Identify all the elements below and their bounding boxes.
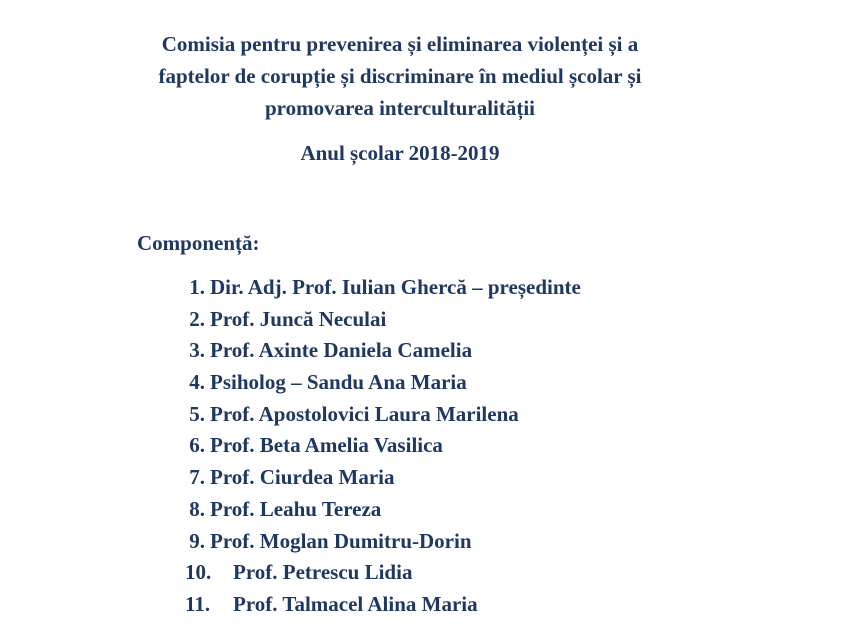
list-item-text: Prof. Beta Amelia Vasilica xyxy=(210,433,443,458)
list-item-number: 2. xyxy=(189,306,205,331)
list-item-number: 6. xyxy=(189,433,205,458)
list-item-text: Prof. Apostolovici Laura Marilena xyxy=(210,401,519,426)
list-item-number: 11. xyxy=(185,591,211,616)
list-item-number: 8. xyxy=(189,496,205,521)
title-line-1: Comisia pentru prevenirea și eliminarea violenței și a xyxy=(161,32,639,56)
list-item-text: Prof. Juncă Neculai xyxy=(210,306,387,331)
list-item-number: 1. xyxy=(189,275,205,299)
document-title xyxy=(60,28,740,124)
title-line-2: faptelor de corupție și discriminare în mediul școlar și xyxy=(158,64,642,88)
title-line-3: promovarea interculturalității xyxy=(264,96,536,120)
list-item-text: Prof. Moglan Dumitru-Dorin xyxy=(210,528,472,553)
list-item-number: 7. xyxy=(189,465,205,490)
list-item-number: 5. xyxy=(189,401,205,426)
list-item-text: Dir. Adj. Prof. Iulian Ghercă – președinte xyxy=(210,275,581,299)
list-item-number: 3. xyxy=(189,338,205,363)
list-item-text: Prof. Leahu Tereza xyxy=(210,496,382,521)
list-item-text: Prof. Petrescu Lidia xyxy=(233,560,413,585)
list-item-text: Prof. Ciurdea Maria xyxy=(210,465,395,490)
school-year: Anul școlar 2018-2019 xyxy=(300,141,500,165)
list-item-number: 10. xyxy=(185,560,212,585)
list-item-number: 4. xyxy=(189,370,205,395)
composition-heading: Componență: xyxy=(137,231,260,255)
list-item-text: Prof. Axinte Daniela Camelia xyxy=(210,338,473,363)
list-item-number: 9. xyxy=(189,528,205,553)
list-item-text: Psiholog – Sandu Ana Maria xyxy=(210,370,467,395)
list-item-text: Prof. Talmacel Alina Maria xyxy=(233,591,478,616)
